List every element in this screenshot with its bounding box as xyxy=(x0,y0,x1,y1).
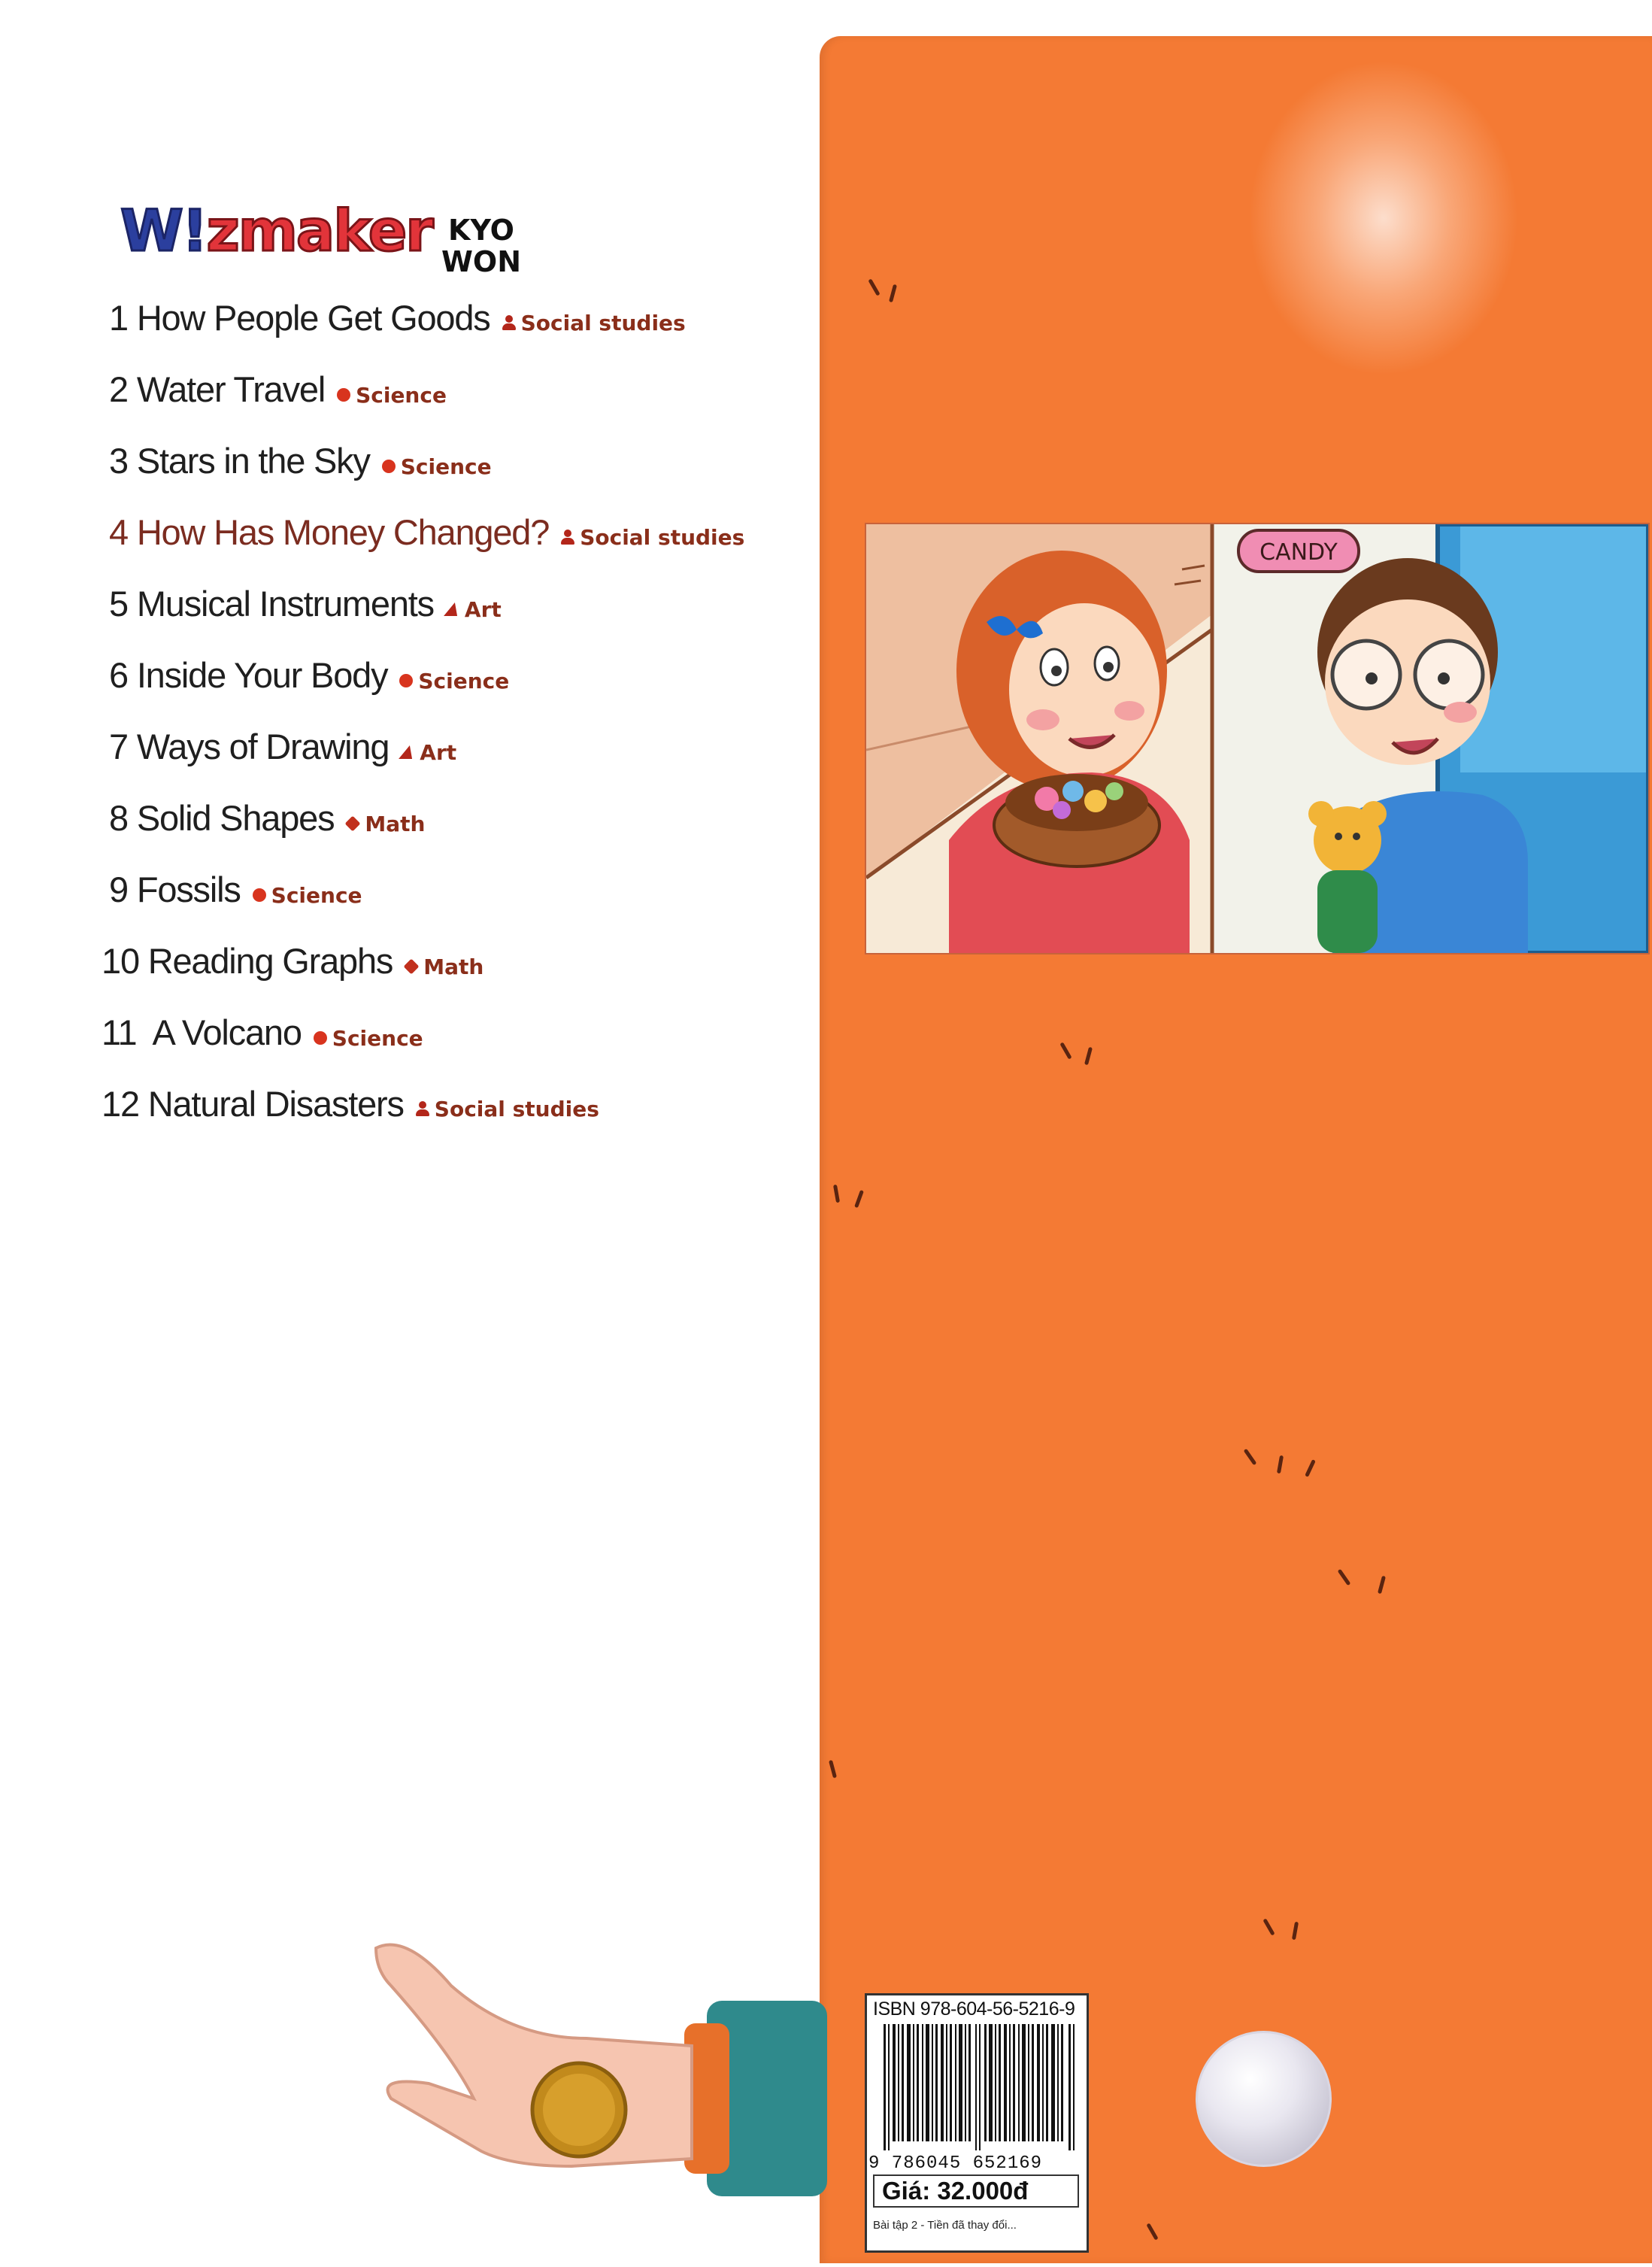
subject-label: Art xyxy=(420,739,457,765)
subject-tag xyxy=(561,525,744,550)
subject-tag xyxy=(502,311,686,335)
dot-icon xyxy=(382,460,396,473)
item-title: How People Get Goods xyxy=(136,298,490,338)
isbn-number: ISBN 978-604-56-5216-9 xyxy=(873,1998,1075,2020)
back-cover-panel xyxy=(820,36,1652,2263)
contents-item xyxy=(109,440,492,481)
item-number: 5 xyxy=(109,584,128,624)
subject-tag xyxy=(337,383,447,408)
subject-label: Art xyxy=(464,596,502,622)
item-number: 1 xyxy=(109,298,128,338)
subject-tag xyxy=(416,1097,599,1121)
publisher-line-2: WON xyxy=(441,245,522,278)
item-number: 11 xyxy=(102,1012,137,1052)
barcode-bars xyxy=(884,2024,1078,2150)
person-icon xyxy=(416,1101,429,1116)
triangle-icon xyxy=(444,602,462,616)
contents-item xyxy=(109,869,362,910)
publisher-logo xyxy=(440,214,523,278)
item-number: 2 xyxy=(109,369,128,409)
contents-item xyxy=(102,1012,423,1053)
subject-tag xyxy=(446,597,502,622)
subject-tag xyxy=(314,1026,423,1051)
contents-item xyxy=(109,726,456,767)
dot-icon xyxy=(337,388,350,402)
item-number: 3 xyxy=(109,441,128,481)
item-number: 8 xyxy=(109,798,128,838)
contents-item xyxy=(109,369,447,410)
subject-tag xyxy=(399,669,509,693)
subject-label: Science xyxy=(400,454,492,479)
item-title: How Has Money Changed? xyxy=(136,512,550,552)
contents-item xyxy=(102,940,483,982)
cube-icon xyxy=(404,959,420,975)
item-title: A Volcano xyxy=(152,1012,302,1052)
light-glare xyxy=(1248,60,1519,376)
item-title: Reading Graphs xyxy=(147,941,393,981)
wizmaker-logo xyxy=(120,197,436,280)
dot-icon xyxy=(314,1031,327,1045)
item-title: Stars in the Sky xyxy=(136,441,370,481)
subject-tag xyxy=(401,740,456,765)
logo-rest: zmaker xyxy=(206,197,432,264)
item-title: Natural Disasters xyxy=(147,1084,404,1124)
hand-svg xyxy=(361,1926,827,2263)
subject-label: Math xyxy=(365,811,426,836)
children-illustration xyxy=(865,523,1650,954)
hand-with-coin-illustration xyxy=(361,1926,827,2263)
item-title: Water Travel xyxy=(136,369,326,409)
subject-tag xyxy=(405,954,483,979)
subject-label: Science xyxy=(271,882,362,908)
subject-tag xyxy=(346,812,425,836)
item-number: 9 xyxy=(109,869,128,909)
item-number: 12 xyxy=(102,1084,139,1124)
book-title-note: Bài tập 2 - Tiền đã thay đổi... xyxy=(873,2219,1017,2232)
illustration-svg xyxy=(866,524,1648,953)
subject-label: Social studies xyxy=(520,310,686,335)
subject-label: Social studies xyxy=(580,524,745,550)
contents-item xyxy=(109,654,509,696)
subject-label: Math xyxy=(423,954,484,979)
item-number: 6 xyxy=(109,655,128,695)
item-title: Inside Your Body xyxy=(136,655,388,695)
item-number: 4 xyxy=(109,512,128,552)
contents-item xyxy=(109,583,502,624)
item-title: Solid Shapes xyxy=(136,798,335,838)
hologram-sticker xyxy=(1196,2031,1332,2167)
item-number: 7 xyxy=(109,727,128,766)
triangle-icon xyxy=(399,745,417,759)
item-title: Fossils xyxy=(136,869,241,909)
cube-icon xyxy=(345,816,361,832)
subject-tag xyxy=(382,454,492,479)
dot-icon xyxy=(399,674,413,687)
person-icon xyxy=(561,530,574,545)
person-icon xyxy=(502,315,516,330)
contents-item xyxy=(109,297,686,338)
item-title: Ways of Drawing xyxy=(136,727,390,766)
subject-label: Social studies xyxy=(434,1096,599,1121)
contents-item xyxy=(109,797,425,839)
publisher-line-1: KYO xyxy=(448,214,514,247)
barcode-sticker xyxy=(865,1993,1089,2253)
item-number: 10 xyxy=(102,941,139,981)
subject-tag xyxy=(253,883,362,908)
subject-label: Science xyxy=(418,668,510,693)
contents-item xyxy=(102,1083,599,1124)
candy-sign-text: CANDY xyxy=(1259,539,1338,566)
contents-item-current xyxy=(109,511,744,553)
subject-label: Science xyxy=(356,382,447,408)
item-title: Musical Instruments xyxy=(136,584,434,624)
subject-label: Science xyxy=(332,1025,423,1051)
logo-w: W! xyxy=(120,197,207,264)
dot-icon xyxy=(253,888,266,902)
price-label: Giá: 32.000đ xyxy=(873,2174,1079,2208)
barcode-digits: 9 786045 652169 xyxy=(868,2153,1043,2174)
